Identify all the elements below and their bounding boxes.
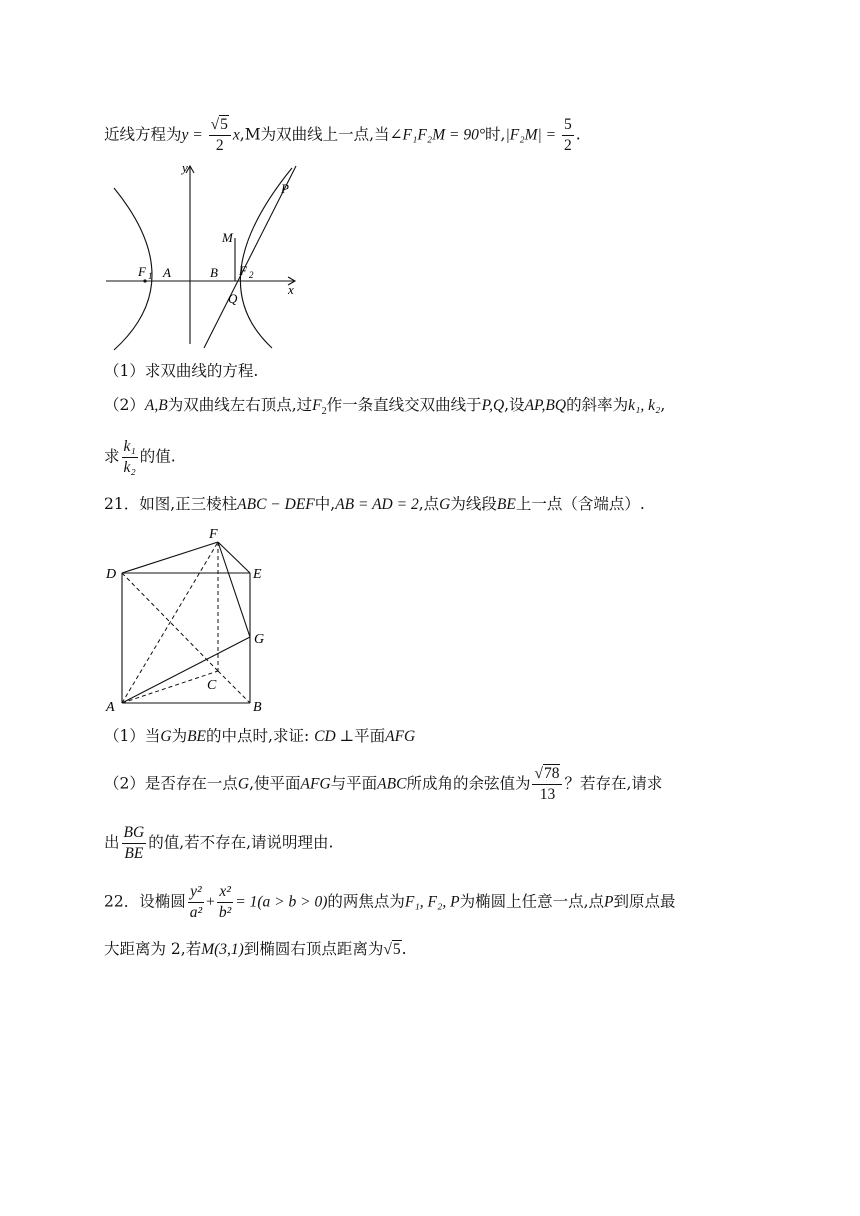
label-a: A (163, 265, 171, 280)
q22-text1: 22．设椭圆 (104, 892, 186, 911)
label-C: C (207, 678, 217, 693)
left-branch (114, 188, 152, 350)
q20-p2-pq: P,Q (481, 397, 505, 414)
q21-p2-text3: 与平面 (330, 774, 378, 793)
label-f1: F (138, 264, 146, 279)
q20-part2 (104, 398, 665, 417)
q22-frac-y (188, 883, 204, 922)
q21-p2-text2: ,使平面 (249, 774, 301, 793)
intro-text-2: ,M为双曲线上一点,当 (239, 125, 390, 144)
q21-p1-afg: AFG (385, 728, 416, 745)
asymptote-eq: y = (181, 126, 207, 144)
segment-fg (218, 542, 250, 637)
asymptote-frac: $\frac{√5}{2}$ (209, 116, 231, 155)
q22-period: . (401, 940, 407, 958)
q22-p: P (604, 893, 614, 911)
f1-point (143, 279, 146, 282)
period: . (575, 125, 581, 144)
q21-text5: 上一点（含端点）. (515, 495, 645, 513)
q21-p2-g: G (237, 775, 250, 793)
cosine-den: 13 (539, 785, 556, 803)
q20-p2-f: F (312, 397, 322, 414)
q22-m-point: M(3,1) (201, 941, 244, 958)
label-f2-sub: 2 (249, 270, 254, 280)
q20-p2-sub: 2 (321, 406, 327, 418)
q21-part1 (104, 729, 415, 745)
q21-be: BE (496, 496, 516, 513)
q20-p3-text2: 的值. (139, 447, 176, 466)
edge-cb (218, 671, 250, 703)
label-p: P (281, 181, 289, 196)
q21-p1-be: BE (187, 728, 207, 745)
q22-a2: a² (189, 903, 203, 921)
q21-part2-cont (104, 824, 333, 863)
q22-line2: 大距离为 2,若M(3,1)到椭圆右顶点距离为√5. (104, 940, 407, 958)
q21-text3: ,点 (418, 495, 440, 513)
intro-line (104, 116, 581, 155)
q21-text2: 中, (314, 495, 336, 513)
label-m: M (222, 230, 233, 245)
q21-p1-g: G (160, 728, 172, 745)
q22-text2: 的两焦点为 (327, 892, 405, 911)
q21-p2-text5: ？若存在,请求 (564, 774, 663, 793)
q21-prism: ABC − DEF (237, 496, 315, 513)
label-f2: F (239, 263, 247, 278)
q21-p2-text4: 所成角的余弦值为 (406, 774, 531, 793)
q22-x2: x² (217, 883, 233, 903)
q22-y2: y² (188, 883, 204, 903)
q20-p2-text2: 作一条直线交双曲线于 (326, 396, 482, 414)
label-D: D (106, 567, 117, 582)
q20-p2-text1: 为双曲线左右顶点,过 (167, 396, 313, 414)
label-b: B (210, 265, 218, 280)
q20-part1 (104, 364, 258, 380)
q21-p2-text1: （2）是否存在一点 (104, 774, 238, 793)
q21-g: G (439, 496, 451, 513)
q20-part1-text: （1）求双曲线的方程. (104, 362, 259, 380)
label-y: y (182, 160, 188, 175)
be-den: BE (124, 844, 144, 862)
angle-condition: ∠F₁F₂M = 90° (389, 126, 486, 144)
q22-foci: F₁, F₂, P (404, 893, 460, 911)
label-G: G (254, 632, 265, 647)
prism-figure (100, 525, 280, 720)
q20-p2-apbq: AP,BQ (524, 397, 567, 414)
frac-num: 5 (220, 116, 228, 133)
cosine-frac: $\frac{√78}{13}$ (532, 765, 562, 804)
label-F: F (209, 527, 218, 542)
label-A: A (106, 700, 115, 715)
distance-num: 5 (562, 116, 574, 136)
q21-stem (104, 497, 645, 513)
q22-l2-text1: 大距离为 2,若 (104, 940, 202, 958)
edge-ac (122, 671, 218, 703)
q21-p3-text2: 的值,若不存在,请说明理由. (148, 833, 334, 852)
q21-lengths: AB = AD = 2 (335, 496, 419, 513)
q22-sqrt5: 5 (392, 941, 401, 958)
q21-p1-text3: 的中点时,求证: (206, 727, 310, 745)
label-x: x (288, 282, 294, 297)
label-q: Q (228, 291, 238, 306)
cosine-num: 78 (543, 765, 560, 782)
q22-l2-text2: 到椭圆右顶点距离为 (243, 940, 384, 958)
distance-den: 2 (563, 136, 572, 154)
q20-p2-comma: , (660, 396, 666, 414)
q20-p2-num: （2） (104, 396, 145, 414)
q21-text1: 21．如图,正三棱柱 (104, 495, 238, 513)
bg-be-frac (122, 824, 147, 863)
q21-p1-text1: （1）当 (104, 727, 161, 745)
q22-frac-x (217, 883, 233, 922)
q21-p1-text2: 为 (171, 727, 188, 745)
q22-text3: 为椭圆上任意一点,点 (459, 892, 605, 911)
q20-p2-text4: 的斜率为 (566, 396, 629, 414)
frac-den: 2 (215, 136, 224, 154)
distance-expr: |F₂M| = (505, 126, 560, 144)
q20-p2-k: k₁, k₂ (628, 397, 661, 414)
q22-stem (104, 883, 676, 922)
bg-num: BG (122, 824, 147, 844)
q20-ratio-frac (122, 438, 138, 477)
intro-text-3: 时, (485, 125, 506, 144)
q21-p2-afg: AFG (300, 775, 331, 793)
ratio-num: k₁ (122, 438, 138, 458)
q20-p2-text3: ,设 (504, 396, 525, 414)
q22-plus: + (206, 893, 215, 911)
q22-eq: = 1(a > b > 0) (235, 893, 328, 911)
q22-b2: b² (218, 903, 232, 921)
q20-part3 (104, 438, 176, 477)
hyperbola-figure (100, 158, 310, 353)
q22-text4: 到原点最 (613, 892, 676, 911)
q21-text4: 为线段 (450, 495, 497, 513)
q21-p1-text4: 平面 (354, 727, 386, 745)
q20-p3-text1: 求 (104, 447, 120, 466)
edge-df (122, 542, 218, 573)
ratio-den: k₂ (123, 458, 136, 476)
asymptote-x: x (232, 126, 240, 144)
label-E: E (253, 567, 262, 582)
q20-p2-ab: A,B (144, 397, 168, 414)
q21-p3-text1: 出 (104, 833, 120, 852)
intro-text: 近线方程为 (104, 125, 182, 144)
label-f1-sub: 1 (148, 271, 153, 281)
label-B: B (253, 700, 262, 715)
q21-p2-abc: ABC (377, 775, 407, 793)
distance-frac (562, 116, 574, 155)
q21-p1-perp: CD ⊥ (314, 728, 355, 745)
q21-part2 (104, 765, 662, 804)
